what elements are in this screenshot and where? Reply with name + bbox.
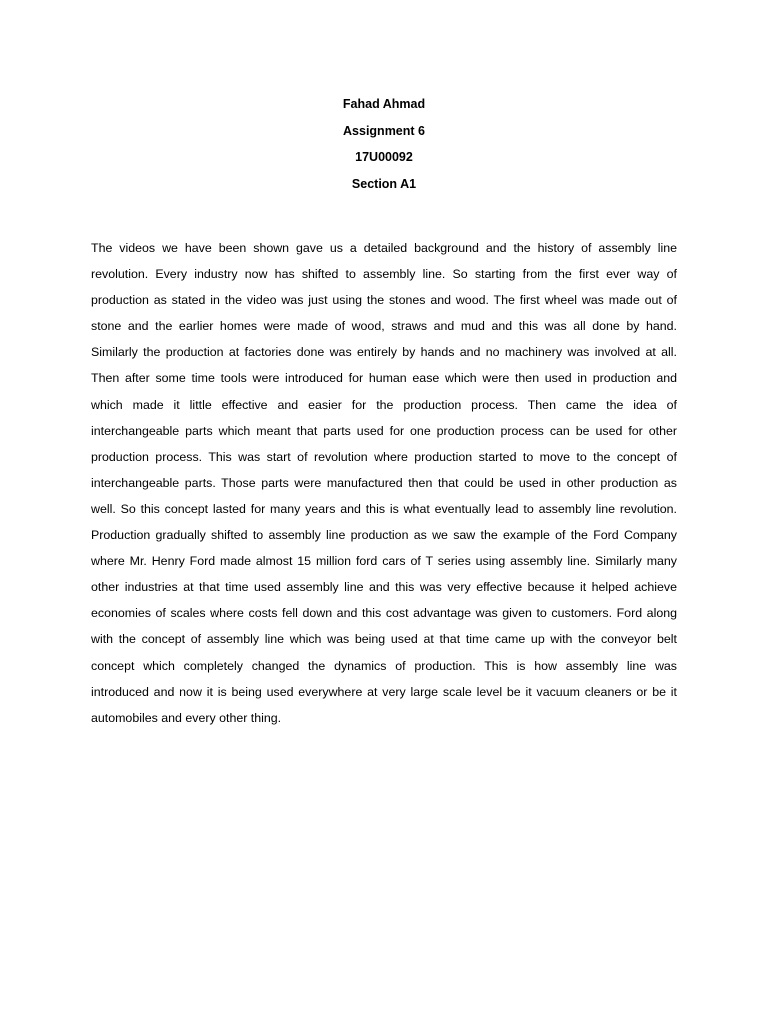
- assignment-title: Assignment 6: [343, 123, 425, 138]
- paragraph-line: stone and the earlier homes were made of wood, straws and mud and this was all done by hand.: [91, 319, 677, 334]
- paragraph-line: well. So this concept lasted for many years and this is what eventually lead to assembly line revolution.: [91, 501, 677, 516]
- paragraph-line: production as stated in the video was just using the stones and wood. The first wheel was made out of: [91, 293, 677, 308]
- paragraph-line: interchangeable parts which meant that parts used for one production process can be used for other: [91, 423, 677, 438]
- body-paragraph: [91, 235, 677, 731]
- paragraph-line: Then after some time tools were introduced for human ease which were then used in production and: [91, 371, 677, 386]
- document-header: [0, 91, 768, 197]
- paragraph-line: interchangeable parts. Those parts were manufactured then that could be used in other production as: [91, 475, 677, 490]
- paragraph-line: where Mr. Henry Ford made almost 15 million ford cars of T series using assembly line. Similarly many: [91, 554, 677, 569]
- paragraph-line: Production gradually shifted to assembly line production as we saw the example of the Ford Company: [91, 528, 677, 543]
- paragraph-line: with the concept of assembly line which was being used at that time came up with the conveyor belt: [91, 632, 677, 647]
- paragraph-line: which made it little effective and easier for the production process. Then came the idea of: [91, 397, 677, 412]
- paragraph-line: The videos we have been shown gave us a detailed background and the history of assembly line: [91, 241, 677, 255]
- paragraph-line: revolution. Every industry now has shifted to assembly line. So starting from the first ever way of: [91, 267, 677, 282]
- paragraph-line: production process. This was start of revolution where production started to move to the concept of: [91, 449, 677, 464]
- paragraph-line: economies of scales where costs fell down and this cost advantage was given to customers. Ford along: [91, 606, 677, 621]
- paragraph-line: other industries at that time used assembly line and this was very effective because it helped achieve: [91, 580, 677, 595]
- student-id: 17U00092: [355, 150, 413, 164]
- author-name: Fahad Ahmad: [342, 97, 426, 111]
- paragraph-line: introduced and now it is being used everywhere at very large scale level be it vacuum cleaners or be it: [91, 684, 677, 699]
- paragraph-line: automobiles and every other thing.: [91, 710, 282, 725]
- paragraph-line: concept which completely changed the dynamics of production. This is how assembly line was: [91, 658, 677, 673]
- section-label: Section A1: [351, 176, 417, 191]
- paragraph-line: Similarly the production at factories done was entirely by hands and no machinery was involved at all.: [91, 345, 677, 360]
